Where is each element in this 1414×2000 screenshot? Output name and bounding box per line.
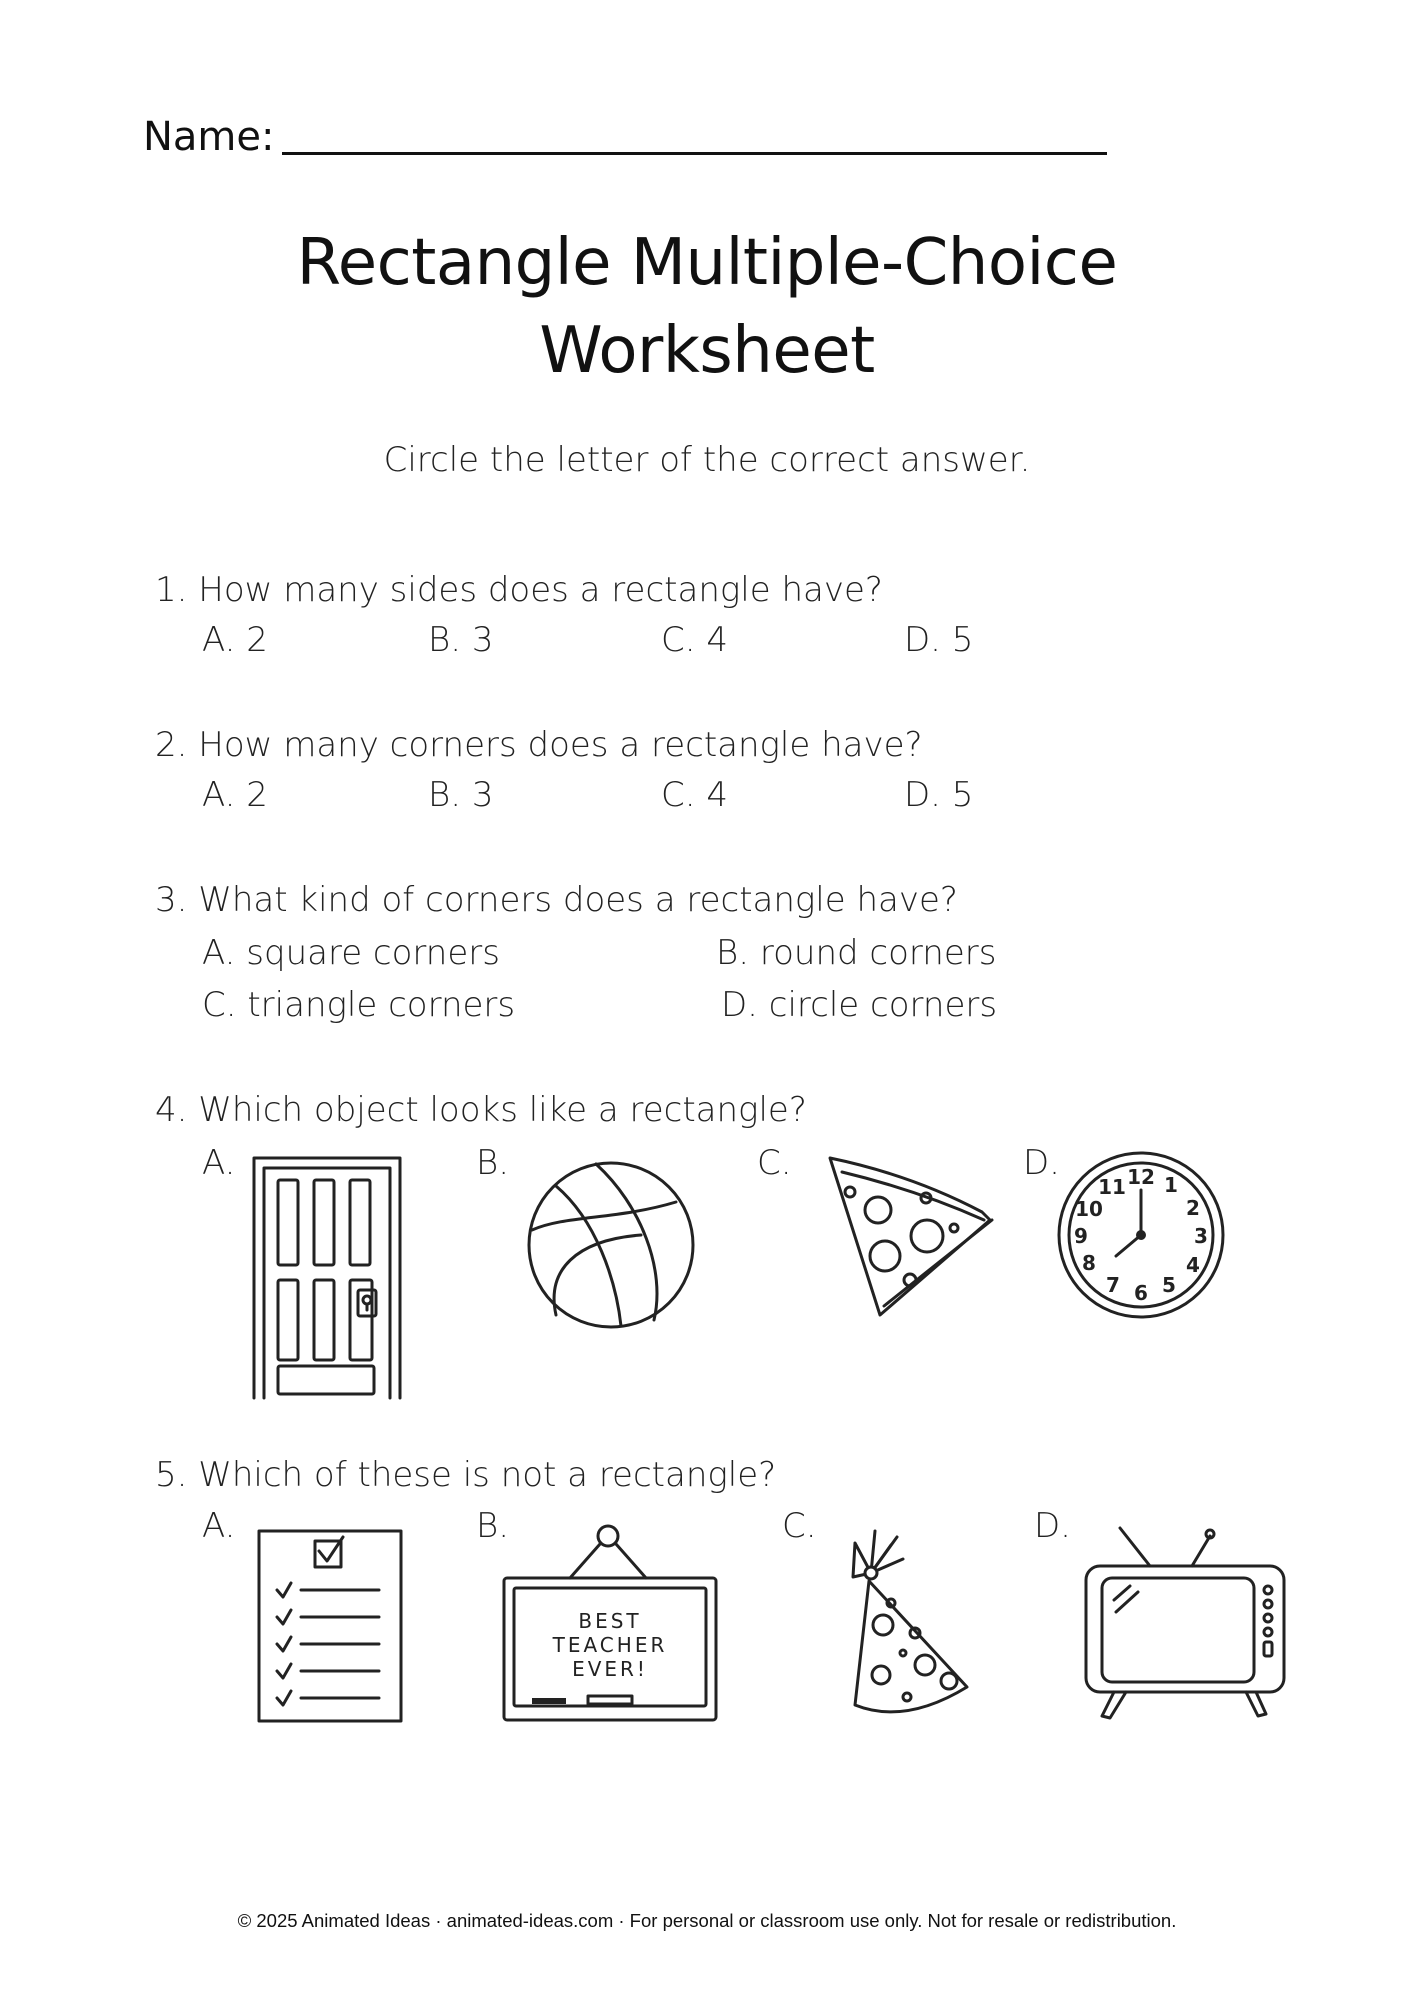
q5-option-b[interactable]: B. (476, 1506, 510, 1546)
q4-option-c[interactable]: C. (757, 1143, 792, 1183)
party-hat-icon[interactable] (845, 1525, 975, 1725)
q3-option-c[interactable]: C. triangle corners (202, 985, 516, 1025)
footer-copyright: © 2025 Animated Ideas · animated-ideas.com · For personal or classroom use only. Not for resale or redistribution. (237, 1910, 1177, 1931)
television-icon[interactable] (1080, 1520, 1290, 1720)
checklist-icon[interactable] (255, 1525, 405, 1725)
clock-icon[interactable] (1056, 1150, 1226, 1320)
clock-number-9: 9 (1074, 1224, 1088, 1248)
door-icon[interactable] (248, 1150, 408, 1400)
page-title-line-2: Worksheet (539, 314, 875, 388)
clock-number-4: 4 (1186, 1253, 1200, 1277)
sign-text-line-3: EVER! (572, 1657, 648, 1681)
q3-option-d[interactable]: D. circle corners (721, 985, 998, 1025)
question-5: 5. Which of these is not a rectangle? (155, 1455, 777, 1495)
question-4: 4. Which object looks like a rectangle? (155, 1090, 807, 1130)
q1-option-d[interactable]: D. 5 (904, 620, 974, 660)
clock-number-12: 12 (1127, 1165, 1155, 1189)
question-1: 1. How many sides does a rectangle have? (155, 570, 883, 610)
q1-option-b[interactable]: B. 3 (428, 620, 494, 660)
basketball-icon[interactable] (526, 1160, 696, 1330)
clock-number-6: 6 (1134, 1281, 1148, 1305)
clock-number-8: 8 (1082, 1251, 1096, 1275)
clock-number-3: 3 (1194, 1224, 1208, 1248)
q2-option-b[interactable]: B. 3 (428, 775, 494, 815)
clock-number-5: 5 (1162, 1273, 1176, 1297)
q5-option-a[interactable]: A. (202, 1506, 236, 1546)
q4-option-a[interactable]: A. (202, 1143, 236, 1183)
name-label: Name: (143, 114, 275, 160)
clock-number-2: 2 (1186, 1196, 1200, 1220)
chalkboard-sign-icon[interactable] (500, 1522, 720, 1722)
clock-number-7: 7 (1106, 1273, 1120, 1297)
q3-option-b[interactable]: B. round corners (716, 933, 997, 973)
q2-option-c[interactable]: C. 4 (661, 775, 728, 815)
name-blank-line[interactable] (282, 152, 1107, 155)
clock-number-11: 11 (1098, 1175, 1126, 1199)
clock-number-10: 10 (1075, 1197, 1103, 1221)
q5-option-d[interactable]: D. (1034, 1506, 1071, 1546)
q5-option-c[interactable]: C. (782, 1506, 817, 1546)
q4-option-d[interactable]: D. (1023, 1143, 1060, 1183)
page-title-line-1: Rectangle Multiple-Choice (296, 226, 1118, 300)
q2-option-a[interactable]: A. 2 (202, 775, 268, 815)
q3-option-a[interactable]: A. square corners (202, 933, 500, 973)
clock-number-1: 1 (1164, 1173, 1178, 1197)
sign-text-line-2: TEACHER (552, 1633, 668, 1657)
q1-option-a[interactable]: A. 2 (202, 620, 268, 660)
sign-text-line-1: BEST (578, 1609, 642, 1633)
instructions: Circle the letter of the correct answer. (383, 440, 1031, 480)
q4-option-b[interactable]: B. (476, 1143, 510, 1183)
pizza-slice-icon[interactable] (822, 1150, 1002, 1320)
question-2: 2. How many corners does a rectangle have? (155, 725, 923, 765)
question-3: 3. What kind of corners does a rectangle have? (155, 880, 958, 920)
q1-option-c[interactable]: C. 4 (661, 620, 728, 660)
q2-option-d[interactable]: D. 5 (904, 775, 974, 815)
